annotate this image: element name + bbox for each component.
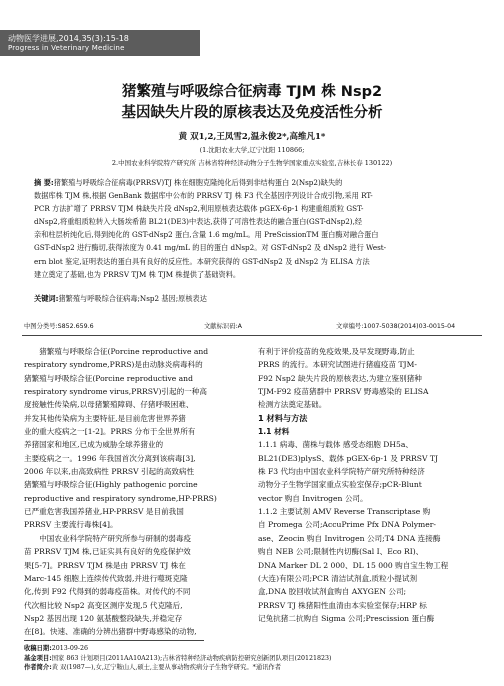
header-divider (22, 335, 482, 336)
body-line: 化,传到 F92 代得到的弱毒疫苗株。对传代的不同 (24, 587, 191, 597)
journal-citation: 动物医学进展,2014,35(3):15-18 (8, 34, 129, 43)
body-line: 中国农业科学院特产研究所参与研制的弱毒疫 (39, 533, 192, 543)
body-line: PRRSV TJ 株猪阳性血清由本实验室保存;HRP 标 (258, 600, 427, 610)
body-line: 1.1.2 主要试剂 AMV Reverse Transcriptase 购 (258, 507, 431, 517)
body-line: F92 Nsp2 缺失片段的原核表达,为建立鉴别猪种 (258, 373, 422, 383)
body-line: BL21(DE3)plysS、载体 pGEX-6p-1 及 PRRSV TJ (258, 453, 438, 463)
author-list: 黄 双1,2,王凤雪2,温永俊2*,高维凡1* (178, 132, 326, 142)
journal-english-name: Progress in Veterinary Medicine (8, 44, 125, 52)
keywords-text: 猪繁殖与呼吸综合征病毒;Nsp2 基因;原核表达 (58, 294, 207, 303)
body-line: 记兔抗猪二抗购自 Sigma 公司;Prescission 蛋白酶 (258, 613, 435, 623)
body-line: Marc-145 细胞上连续传代致弱,并进行噬斑克隆 (24, 573, 188, 583)
article-title-line-2: 基因缺失片段的原核表达及免疫活性分析 (121, 105, 383, 121)
body-line: 1.1.1 病毒、菌株与载体 感受态细胞 DH5a、 (258, 440, 413, 450)
body-line: 猪繁殖与呼吸综合征(Highly pathogenic porcine (24, 480, 198, 490)
body-line: 动物分子生物学国家重点实验室保存;pCR-Blunt (258, 480, 422, 490)
abstract-line: GST-dNsp2 进行酶切,获得浓度为 0.41 mg/mL 的目的蛋白 dNsp2。对 GST-dNsp2 及 dNsp2 进行 West- (34, 243, 387, 253)
body-line: 果[5-7]。PRRSV TJM 株是由 PRRSV TJ 株在 (24, 560, 186, 570)
keywords (34, 294, 474, 304)
body-line: 2006 年以来,由高致病性 PRRSV 引起的高致病性 (24, 467, 195, 477)
body-line: PRRS 的流行。本研究试图进行猪瘟疫苗 TJM- (258, 360, 417, 370)
document-code: 文献标识码:A (204, 323, 242, 330)
body-line: 业的重大疫病之一[1-2]。PRRS 分布于全世界所有 (24, 427, 196, 437)
body-line: 自 Promega 公司;AccuPrime Pfx DNA Polymer- (258, 520, 436, 530)
body-line: respiratory syndrome virus,PRRSV)引起的一种高 (24, 387, 207, 397)
body-line: vector 购自 Invitrogen 公司。 (258, 493, 368, 503)
body-column-left (24, 345, 236, 639)
body-line: (大连)有限公司;PCR 清洁试剂盒,质粒小提试剂 (258, 573, 418, 583)
abstract (34, 176, 474, 281)
body-line: 有利于评价疫苗的免疫效果,及早发现野毒,防止 (258, 347, 415, 356)
affiliation-2: 2.中国农业科学院特产研究所 吉林省特种经济动物分子生物学国家重点实验室,吉林长春 130122) (111, 159, 393, 167)
body-line: ase、Zeocin 购自 Invitrogen 公司;T4 DNA 连接酶 (258, 533, 441, 543)
body-line: 度接触性传染病,以母猪繁殖障碍、仔猪呼吸困难、 (24, 400, 194, 410)
body-line: 株 F3 代均由中国农业科学院特产研究所特种经济 (258, 467, 425, 477)
footnote-divider (24, 640, 204, 641)
body-line: 代次相比较 Nsp2 高变区测序发现,5 代克隆后, (24, 600, 183, 610)
body-line: PRRSV 主要流行毒株[4]。 (24, 520, 118, 530)
footnote-received: 收稿日期:2013-09-26 (24, 645, 89, 652)
abstract-label: 摘 要: (34, 178, 54, 187)
abstract-line: 摘 要:猪繁殖与呼吸综合征病毒(PRRSV)TJ 株在细胞克隆纯化后得到非结构蛋白 2(Nsp2)缺失的 (34, 178, 343, 187)
abstract-line: PCR 方法扩增了 PRRSV TJM 株缺失片段 dNsp2,利用原核表达载体 pGEX-6p-1 构建重组质粒 GST- (34, 204, 364, 214)
body-line: 检测方法奠定基础。 (258, 400, 327, 410)
body-line: DNA Marker DL 2 000、DL 15 000 购自宝生物工程 (258, 560, 449, 570)
article-number: 文章编号:1007-5038(2014)03-0015-04 (336, 323, 456, 330)
body-line: respiratory syndrome,PRRS)是由动脉炎病毒科的 (24, 360, 203, 370)
footnote-funding: 基金项目:国家 863 计划项目(2011AA10A213);吉林省特种经济动物疾病防控研究创新团队项目(20121823) (24, 654, 332, 662)
body-line: 猪繁殖与呼吸综合征(Porcine reproductive and (24, 373, 193, 383)
body-line: 在[8]。快速、准确的分辨出猪群中野毒感染的动物, (24, 627, 197, 637)
body-line: TJM-F92 疫苗猪群中 PRRSV 野毒感染的 ELISA (258, 387, 429, 397)
abstract-line: dNsp2,将重组质粒转入大肠埃希菌 BL21(DE3)中表达,获得了可溶性表达的融合蛋白(GST-dNsp2),经 (34, 217, 363, 227)
journal-header (0, 30, 200, 56)
section-heading: 1 材料与方法 (258, 412, 308, 423)
abstract-line: 建立奠定了基础,也为 PRRSV TJM 株 TJM 株提供了基础资料。 (34, 269, 241, 279)
body-line: 猪繁殖与呼吸综合征(Porcine reproductive and (39, 347, 209, 356)
body-line: 并发其他传染病为主要特征,是目前危害世界养猪 (24, 413, 186, 423)
abstract-line: ern blot 鉴定,证明表达的蛋白具有良好的反应性。本研究获得的 GST-dNsp2 及 dNsp2 为 ELISA 方法 (34, 256, 370, 266)
body-line: 养猪国家和地区,已成为威胁全球养猪业的 (24, 440, 164, 450)
abstract-line: 亲和柱层析纯化后,得到纯化的 GST-dNsp2 蛋白,含量 1.6 mg/mL。用 PreScissionTM 蛋白酶对融合蛋白 (34, 230, 379, 240)
subsection-heading: 1.1 材料 (258, 427, 290, 437)
body-line: 盒,DNA 胶回收试剂盒购自 AXYGEN 公司; (258, 587, 407, 597)
body-line: 苗 PRRSV TJM 株,已证实具有良好的免疫保护效 (24, 547, 191, 557)
body-line: 购自 NEB 公司;限制性内切酶(Sal Ⅰ、Eco RⅠ)、 (258, 547, 424, 557)
body-line: 主要疫病之一。1996 年我国首次分离到该病毒[3], (24, 453, 196, 463)
body-line: reproductive and respiratory syndrome,HP-PRRS) (24, 493, 217, 503)
body-line: 已严重危害我国养猪业,HP-PRRSV 是目前我国 (24, 507, 184, 517)
clc-number: 中图分类号:S852.659.6 (24, 323, 94, 330)
abstract-line: 数据库株 TJM 株,根据 GenBank 数据库中公布的 PRRSV TJ 株 F3 代全基因序列设计合成引物,采用 RT- (34, 191, 373, 201)
body-column-right (258, 345, 470, 625)
article-title-line-1: 猪繁殖与呼吸综合征病毒 TJM 株 Nsp2 (121, 84, 383, 100)
footnotes (24, 644, 484, 673)
body-line: Nsp2 基因出现 120 氨基酸整段缺失,并稳定存 (24, 613, 183, 623)
footnote-author-bio: 作者简介:黄 双(1987—),女,辽宁鞍山人,硕士,主要从事动物疾病分子生物学研究。*通讯作者 (24, 664, 282, 671)
keywords-label: 关键词: (34, 294, 59, 303)
affiliation-1: (1.沈阳农业大学,辽宁沈阳 110866; (199, 146, 305, 154)
